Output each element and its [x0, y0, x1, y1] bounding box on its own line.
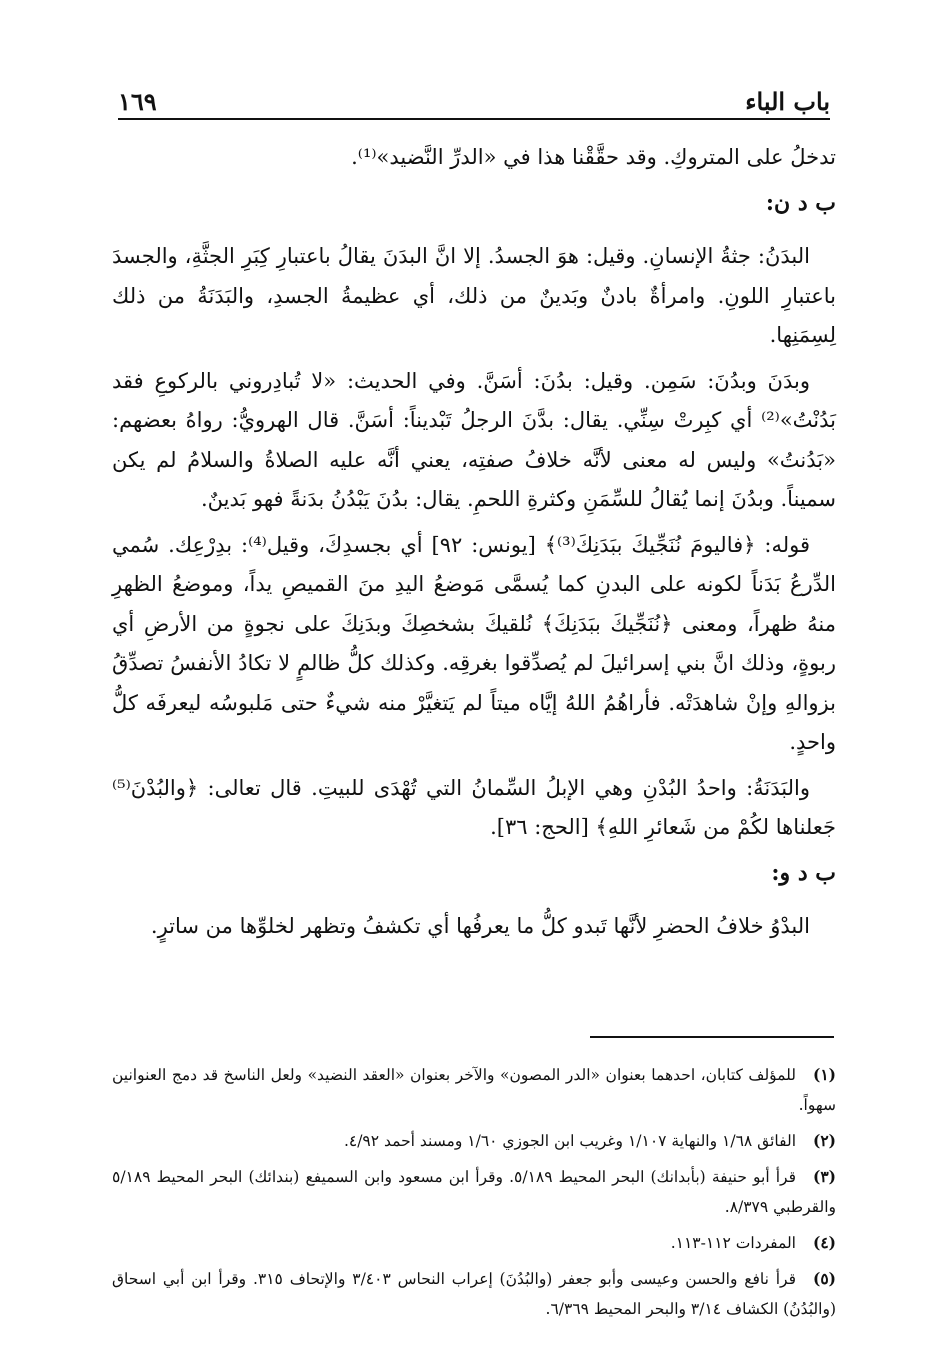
body-paragraph: قوله: ﴿فاليومَ نُنَجِّيكَ ببَدَنِكَ⁽³⁾﴾ [يونس: ٩٢] أي بجسدِكَ، وقيل⁽⁴⁾: بدِرْعِك. سُمي الدِّرعُ بَدَناً لكونه على البدنِ كما يُسمَّى مَوضعُ اليدِ منَ القميصِ يداً، وموضعُ الظهرِ منهُ ظهراً، ومعنى ﴿نُنَجِّيكَ ببَدَنِكَ﴾ نُلقيكَ بشخصِكَ وبدَنِكَ على نجوةٍ من الأرضِ أي ربوةٍ، وذلك انَّ بني إسرائيلَ لم يُصدِّقوا بغرقِه. وكذلك كلُّ ظالمٍ لا تكادُ الأنفسُ تصدِّقُ بزوالهِ وإنْ شاهدَتْه. فأراهُمُ اللهُ إيَّاه ميتاً لم يَتغيَّرْ منه شيءٌ حتى مَلبوسُه ليعرفَه كلُّ واحدٍ. [112, 532, 836, 754]
body-paragraph: البدَنُ: جثةُ الإنسانِ. وقيل: هوَ الجسدُ. إلا انَّ البدَنَ يقالُ باعتبارِ كِبَرِ الجثَّةِ، والجسدَ باعتبارِ اللونِ. وامرأةٌ بادنٌ وبَدينٌ من ذلك، أي عظيمةُ الجسدِ، والبَدَنَةُ من ذلك لِسِمَنِها. [112, 244, 836, 347]
body-paragraph: والبَدَنَةُ: واحدُ البُدْنِ وهي الإبلُ السِّمانُ التي تُهْدَى للبيتِ. قال تعالى: ﴿والبُدْنَ⁽⁵⁾ جَعلناها لكُمْ من شَعائرِ اللهِ﴾ [الحج: ٣٦]. [112, 775, 836, 839]
footnote-text: المفردات ١١٢-١١٣. [670, 1234, 796, 1252]
footnote-text: الفائق ١/٦٨ والنهاية ١/١٠٧ وغريب ابن الجوزي ١/٦٠ ومسند أحمد ٤/٩٢. [343, 1132, 796, 1150]
footnote-text: قرأ أبو حنيفة (بأبدانك) البحر المحيط ٥/١٨٩. وقرأ ابن مسعود وابن السميفع (بندائك) البحر المحيط ٥/١٨٩ والقرطبي ٨/٣٧٩. [112, 1168, 836, 1216]
running-header [118, 78, 830, 116]
page-number: ١٦٩ [118, 87, 157, 116]
root-heading: ب د ن: [765, 189, 836, 216]
body-paragraph: وبدَنَ وبدُنَ: سَمِن. وقيل: بدُنَ: أسَنَّ. وفي الحديث: «لا تُبادِروني بالركوعِ فقد بَدُنْتُ»⁽²⁾ أي كبِرتْ سِنِّي. يقال: بدَّنَ الرجلُ تَبْديناً: أسَنَّ. قال الهرويُّ: رواهُ بعضهم: «بَدُنتُ» وليس له معنى لأنَّه خلافُ صفتِه، يعني أنَّه عليه الصلاةُ والسلامُ لم يكن سميناً. وبدُنَ إنما يُقالُ للسِّمَنِ وكثرةِ اللحمِ. يقال: بدُنَ يَبْدُنُ بدَنةً فهو بَدينٌ. [112, 368, 836, 511]
chapter-title: باب الباء [745, 87, 830, 116]
footnote [112, 1162, 836, 1222]
footnote [112, 1264, 836, 1324]
footnote-separator [590, 1036, 834, 1038]
footnote-number: (١) [812, 1065, 836, 1084]
header-rule [118, 118, 830, 120]
footnote-number: (٣) [812, 1167, 836, 1186]
footnote-number: (٥) [812, 1269, 836, 1288]
footnote [112, 1060, 836, 1120]
footnotes [112, 1060, 836, 1330]
body-paragraph: البدْوُ خلافُ الحضرِ لأنَّها تَبدو كلُّ ما يعرفُها أي تكشفُ وتظهر لخلوِّها من ساترٍ. [150, 914, 810, 938]
footnote-text: قرأ نافع والحسن وعيسى وأبو جعفر (والبُدُنَ) إعراب النحاس ٣/٤٠٣ والإتحاف ٣١٥. وقرأ ابن أبي اسحاق (والبُدُنُ) الكشاف ٣/١٤ والبحر المحيط ٦/٣٦٩. [112, 1270, 836, 1318]
footnote [112, 1126, 836, 1156]
main-text [112, 138, 836, 953]
root-heading: ب د و: [771, 859, 836, 886]
footnote-text: للمؤلف كتابان، احدهما بعنوان «الدر المصون» والآخر بعنوان «العقد النضيد» ولعل الناسخ قد دمج العنوانين سهواً. [112, 1066, 836, 1114]
footnote [112, 1228, 836, 1258]
footnote-number: (٤) [812, 1233, 836, 1252]
footnote-number: (٢) [812, 1131, 836, 1150]
body-paragraph: تدخلُ على المتروكِ. وقد حقَّقْنا هذا في «الدرِّ النَّضيد»⁽¹⁾. [351, 145, 836, 169]
